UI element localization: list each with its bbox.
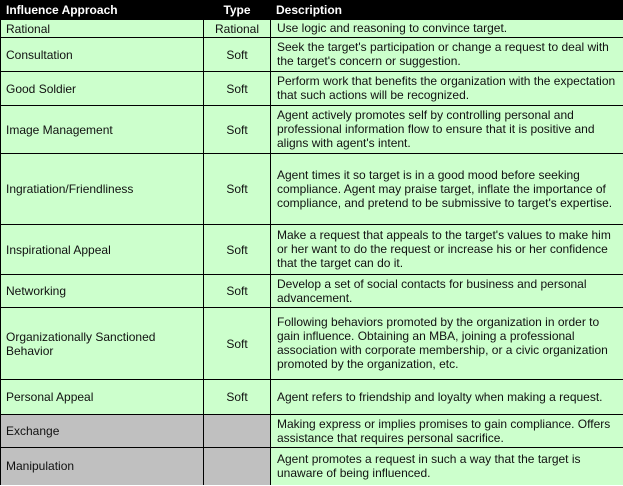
table-row (1, 275, 623, 308)
type-cell: Soft (204, 38, 271, 72)
description-cell: Making express or implies promises to gain compliance. Offers assistance that requires personal sacrifice. (271, 415, 623, 448)
table-row (1, 38, 623, 72)
type-cell: Soft (204, 380, 271, 415)
approach-cell: Image Management (1, 106, 204, 154)
description-cell: Agent actively promotes self by controlling personal and professional information flow to ensure that it is positive and aligns with agent's intent. (271, 106, 623, 154)
description-cell: Use logic and reasoning to convince target. (271, 20, 623, 38)
approach-cell: Exchange (1, 415, 204, 448)
approach-cell: Ingratiation/Friendliness (1, 154, 204, 225)
header-type: Type (204, 1, 271, 20)
approach-cell: Manipulation (1, 448, 204, 485)
type-cell: Rational (204, 20, 271, 38)
description-cell: Agent refers to friendship and loyalty when making a request. (271, 380, 623, 415)
approach-cell: Good Soldier (1, 72, 204, 106)
table-row (1, 106, 623, 154)
approach-cell: Personal Appeal (1, 380, 204, 415)
description-cell: Seek the target's participation or change a request to deal with the target's concern or suggestion. (271, 38, 623, 72)
table-header-row (1, 1, 623, 20)
approach-cell: Rational (1, 20, 204, 38)
type-cell: Soft (204, 106, 271, 154)
type-cell: Soft (204, 154, 271, 225)
type-cell: Soft (204, 275, 271, 308)
table-row (1, 448, 623, 485)
table-row (1, 20, 623, 38)
description-cell: Agent promotes a request in such a way that the target is unaware of being influenced. (271, 448, 623, 485)
table-row (1, 380, 623, 415)
header-description: Description (271, 1, 623, 20)
table-row (1, 415, 623, 448)
header-influence-approach: Influence Approach (1, 1, 204, 20)
type-cell: Soft (204, 225, 271, 275)
type-cell (204, 415, 271, 448)
table-row (1, 225, 623, 275)
approach-cell: Inspirational Appeal (1, 225, 204, 275)
description-cell: Agent times it so target is in a good mood before seeking compliance. Agent may praise target, inflate the importance of compliance, and pretend to be submissive to target's expertise. (271, 154, 623, 225)
type-cell: Soft (204, 72, 271, 106)
approach-cell: Networking (1, 275, 204, 308)
table-row (1, 154, 623, 225)
approach-cell: Consultation (1, 38, 204, 72)
description-cell: Make a request that appeals to the target's values to make him or her want to do the request or increase his or her confidence that the target can do it. (271, 225, 623, 275)
type-cell (204, 448, 271, 485)
description-cell: Following behaviors promoted by the organization in order to gain influence. Obtaining an MBA, joining a professional association with corporate membership, or a civic organization promoted by the organization, etc. (271, 308, 623, 380)
description-cell: Perform work that benefits the organization with the expectation that such actions will be recognized. (271, 72, 623, 106)
approach-cell: Organizationally Sanctioned Behavior (1, 308, 204, 380)
table-row (1, 308, 623, 380)
type-cell: Soft (204, 308, 271, 380)
table-row (1, 72, 623, 106)
description-cell: Develop a set of social contacts for business and personal advancement. (271, 275, 623, 308)
